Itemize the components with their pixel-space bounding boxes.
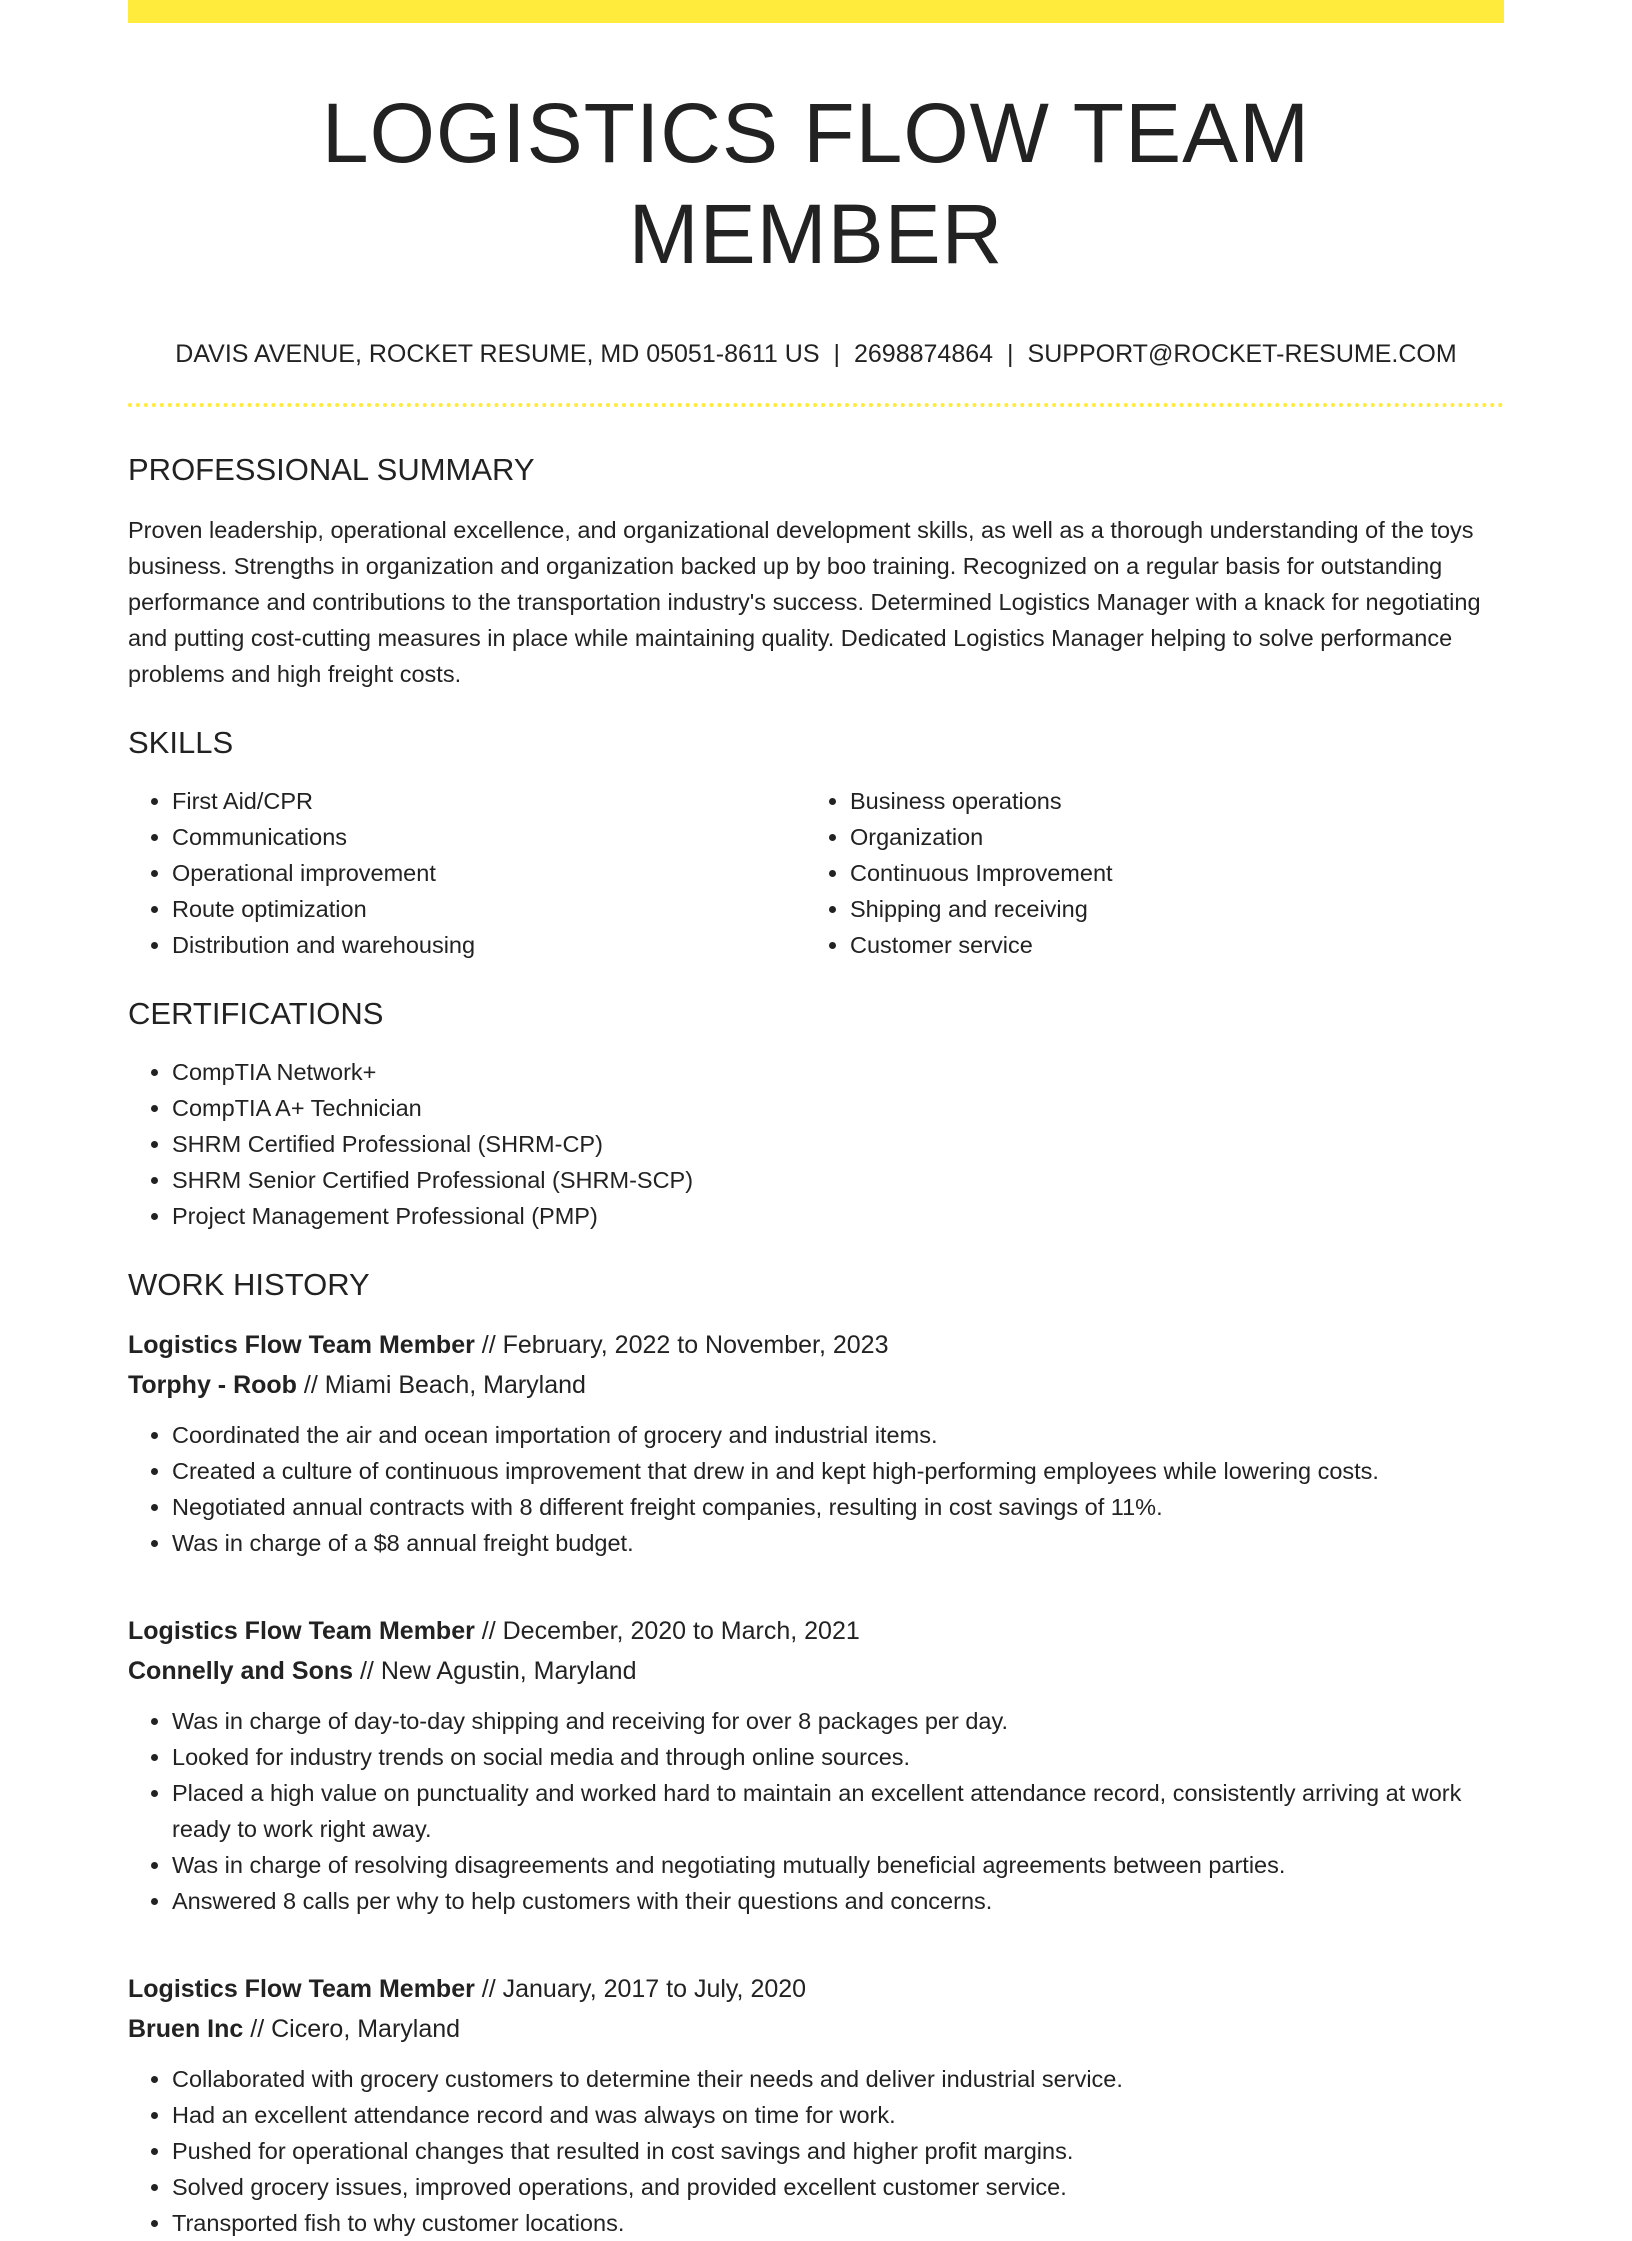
job-entry <box>128 1611 1504 1919</box>
contact-line <box>128 339 1504 369</box>
job-company-line <box>128 1365 1504 1405</box>
contact-separator: | <box>1007 339 1014 368</box>
job-bullet: • Answered 8 calls per why to help customers with their questions and concerns. <box>172 1883 1504 1919</box>
skills-column-right <box>806 783 1484 963</box>
skill-item: • Business operations <box>850 783 1484 819</box>
job-title-line <box>128 1325 1504 1365</box>
summary-heading: PROFESSIONAL SUMMARY <box>128 451 535 487</box>
job-role: Logistics Flow Team Member <box>128 1975 475 2004</box>
certification-item: • Project Management Professional (PMP) <box>172 1198 1504 1234</box>
contact-address: DAVIS AVENUE, ROCKET RESUME, MD 05051-8611 US <box>175 339 820 368</box>
skills-list-left <box>128 783 806 963</box>
job-bullet: • Coordinated the air and ocean importation of grocery and industrial items. <box>172 1417 1504 1453</box>
job-bullets <box>128 2061 1504 2241</box>
job-title-line <box>128 1969 1504 2009</box>
dotted-divider <box>128 403 1504 407</box>
job-dates: // February, 2022 to November, 2023 <box>474 1331 889 1360</box>
job-bullet: • Placed a high value on punctuality and worked hard to maintain an excellent attendance record, consistently arriving at work ready to work right away. <box>172 1775 1504 1847</box>
resume-page <box>128 0 1504 2241</box>
certifications-list <box>128 1054 1504 1234</box>
job-company-line <box>128 2009 1504 2049</box>
job-bullet: • Collaborated with grocery customers to determine their needs and deliver industrial service. <box>172 2061 1504 2097</box>
job-company: Connelly and Sons <box>128 1657 354 1686</box>
job-title-line <box>128 1611 1504 1651</box>
job-bullet: • Transported fish to why customer locations. <box>172 2205 1504 2241</box>
job-company-line <box>128 1651 1504 1691</box>
job-entry <box>128 1325 1504 1561</box>
skills-heading: SKILLS <box>128 724 234 760</box>
certification-item: • CompTIA Network+ <box>172 1054 1504 1090</box>
job-bullet: • Was in charge of a $8 annual freight budget. <box>172 1525 1504 1561</box>
skills-column-left <box>128 783 806 963</box>
job-bullets <box>128 1703 1504 1919</box>
skill-item: • Operational improvement <box>172 855 806 891</box>
skill-item: • Communications <box>172 819 806 855</box>
job-dates: // January, 2017 to July, 2020 <box>474 1975 807 2004</box>
job-company: Bruen Inc <box>128 2015 244 2044</box>
skill-item: • Organization <box>850 819 1484 855</box>
job-bullet: • Was in charge of resolving disagreements and negotiating mutually beneficial agreements between parties. <box>172 1847 1504 1883</box>
job-bullet: • Had an excellent attendance record and was always on time for work. <box>172 2097 1504 2133</box>
skills-grid <box>128 783 1504 963</box>
certification-item: • CompTIA A+ Technician <box>172 1090 1504 1126</box>
job-location: // New Agustin, Maryland <box>353 1657 637 1686</box>
job-company: Torphy - Roob <box>128 1371 297 1400</box>
job-dates: // December, 2020 to March, 2021 <box>474 1617 860 1646</box>
skill-item: • Route optimization <box>172 891 806 927</box>
job-location: // Miami Beach, Maryland <box>296 1371 586 1400</box>
skill-item: • Distribution and warehousing <box>172 927 806 963</box>
skill-item: • Continuous Improvement <box>850 855 1484 891</box>
work-history-heading: WORK HISTORY <box>128 1267 370 1303</box>
summary-text: Proven leadership, operational excellence, and organizational development skills, as well as a thorough understanding of the toys business. Strengths in organization and organization backed up by boo training. Recognized on a regular basis for outstanding performance and contributions to the transportation industry's success. Determined Logistics Manager with a knack for negotiating and putting cost-cutting measures in place while maintaining quality. Dedicated Logistics Manager helping to solve performance problems and high freight costs. <box>128 516 1481 687</box>
contact-phone: 2698874864 <box>854 339 994 368</box>
job-role: Logistics Flow Team Member <box>128 1617 475 1646</box>
skill-item: • Customer service <box>850 927 1484 963</box>
certification-item: • SHRM Certified Professional (SHRM-CP) <box>172 1126 1504 1162</box>
job-bullet: • Solved grocery issues, improved operations, and provided excellent customer service. <box>172 2169 1504 2205</box>
job-bullet: • Looked for industry trends on social media and through online sources. <box>172 1739 1504 1775</box>
job-location: // Cicero, Maryland <box>243 2015 461 2044</box>
contact-separator: | <box>833 339 840 368</box>
contact-email: SUPPORT@ROCKET-RESUME.COM <box>1027 339 1457 368</box>
certification-item: • SHRM Senior Certified Professional (SHRM-SCP) <box>172 1162 1504 1198</box>
certifications-heading: CERTIFICATIONS <box>128 995 384 1031</box>
job-bullet: • Was in charge of day-to-day shipping and receiving for over 8 packages per day. <box>172 1703 1504 1739</box>
job-bullets <box>128 1417 1504 1561</box>
job-bullet: • Negotiated annual contracts with 8 different freight companies, resulting in cost savings of 11%. <box>172 1489 1504 1525</box>
resume-name: LOGISTICS FLOW TEAM MEMBER <box>321 86 1311 281</box>
skill-item: • Shipping and receiving <box>850 891 1484 927</box>
skills-list-right <box>806 783 1484 963</box>
skill-item: • First Aid/CPR <box>172 783 806 819</box>
accent-top-bar <box>128 0 1504 23</box>
job-bullet: • Created a culture of continuous improvement that drew in and kept high-performing employees while lowering costs. <box>172 1453 1504 1489</box>
job-bullet: • Pushed for operational changes that resulted in cost savings and higher profit margins. <box>172 2133 1504 2169</box>
job-entry <box>128 1969 1504 2241</box>
job-role: Logistics Flow Team Member <box>128 1331 475 1360</box>
